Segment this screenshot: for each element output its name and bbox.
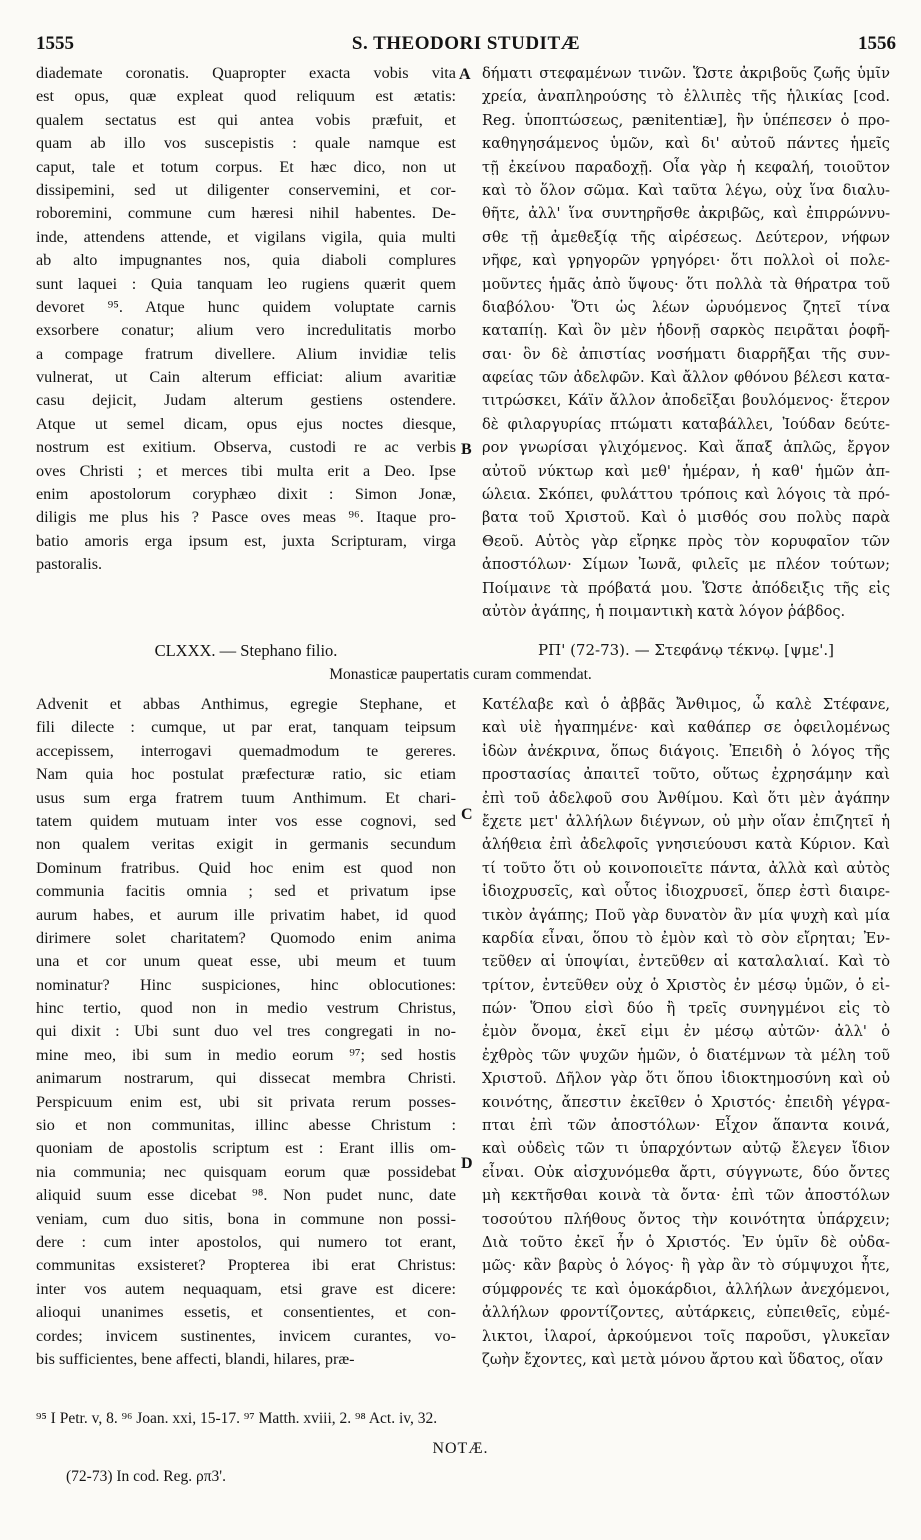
text-line: ώλεια. Σκόπει, φυλάττου τρόποις καὶ λόγοις τὰ πρό-	[482, 486, 890, 504]
text-line: aurum habes, et aurum ille privatim habet, id quod	[36, 905, 456, 924]
text-line: λικτοι, ἱλαροί, ἀρκούμενοι τοῖς παροῦσι, γλυκεῖαν	[482, 1327, 890, 1345]
text-line: τρίτον, ἐντεῦθεν οὐχ ὁ Χριστὸς ἐν μέσῳ ὑμῶν, ὁ εἰ-	[482, 976, 890, 994]
latin-column-bottom	[36, 693, 456, 1371]
text-line: roboremini, commune cum hæresi nihil habentes. De-	[36, 204, 456, 223]
text-line: veniam, cum duo sitis, bona in commune non possi-	[36, 1209, 456, 1228]
text-line: communitas exsisteret? Propterea ibi erat Christus:	[36, 1256, 456, 1275]
text-line: sio et non communitas, illinc abesse Christum :	[36, 1116, 456, 1135]
text-line: τί τοῦτο ὅτι οὐ κοινοποιεῖτε πάντα, ἀλλὰ καὶ αὐτὸς	[482, 859, 890, 877]
text-line: ἐμὸν ὄνομα, ἐκεῖ εἰμι ἐν μέσῳ αὐτῶν· ἀλλ' ὁ	[482, 1023, 890, 1041]
greek-column-bottom	[482, 693, 890, 1371]
text-line: diligis me plus his ? Pasce oves meas ⁹⁶. Itaque pro-	[36, 508, 456, 527]
text-line: ἰδιοχρυσεῖς, καὶ οὗτος ἰδιοχρυσεῖ, ὅπερ ἐστὶ διαιρε-	[482, 883, 890, 901]
text-line: μοῦντες ἡμᾶς ἀπὸ ὕψους· ὅτι πολλὰ τὰ θήρατρα τοῦ	[482, 275, 890, 293]
text-line: ἀλήθεια ἐπὶ ἀδελφοῖς γνησιεύουσι κατὰ Κύριον. Καὶ	[482, 836, 890, 854]
text-line: Perspicuum enim est, ubi sit privata rerum posses-	[36, 1092, 456, 1111]
text-line: Nam quia hoc postulat præfecturæ ratio, sic etiam	[36, 765, 456, 784]
running-header	[36, 33, 896, 63]
text-line: μὴ κεκτῆσθαι κοινὰ τὰ ὄντα· ἐπὶ τῶν ἀποστόλων	[482, 1187, 890, 1205]
text-line: πών· Ὅπου εἰσὶ δύο ἢ τρεῖς συνηγμένοι εἰς τὸ	[482, 1000, 890, 1018]
footnotes: ⁹⁵ I Petr. v, 8. ⁹⁶ Joan. xxi, 15-17. ⁹⁷ Matth. xviii, 2. ⁹⁸ Act. iv, 32.	[36, 1410, 438, 1427]
text-line: dirimere solet charitatem? Quomodo enim anima	[36, 928, 456, 947]
text-line: a compage fratrum divellere. Alium invidiæ telis	[36, 344, 456, 363]
text-line: mine meo, ibi sum in medio eorum ⁹⁷; sed hostis	[36, 1045, 456, 1064]
text-line: caput, tale et totum corpus. Et hæc dico, non ut	[36, 157, 456, 176]
letter-subtitle: Monasticæ paupertatis curam commendat.	[329, 666, 592, 683]
text-line: sunt laquei : Quia tanquam leo rugiens quærit quem	[36, 274, 456, 293]
text-line: Dominum fratribus. Quid hoc enim est quod non	[36, 858, 456, 877]
margin-letter-a: A	[459, 66, 471, 83]
text-line: inter vos autem nequaquam, etsi grave est dicere:	[36, 1279, 456, 1298]
text-line: exsorbere conatur; alium vero incredulitatis morbo	[36, 321, 456, 340]
text-line: βατα τοῦ Χριστοῦ. Καὶ ὁ μισθός σου πολὺς παρὰ	[482, 509, 890, 527]
text-line: σύμφρονές τε καὶ ὁμοκάρδιοι, ἀλλήλων ἀνεχόμενοι,	[482, 1280, 890, 1298]
text-line: Θεοῦ. Αὐτὸς γὰρ εἴρηκε πρὸς τὸν κορυφαῖον τῶν	[482, 532, 890, 550]
text-line: ἐπὶ τοῦ ἀδελφοῦ σου Ἀνθίμου. Καὶ ὅτι μὲν ἀγάπην	[482, 789, 890, 807]
text-line: Advenit et abbas Anthimus, egregie Stephane, et	[36, 695, 456, 713]
text-line: quoniam de apostolis scriptum est : Erant illis om-	[36, 1139, 456, 1158]
text-line: ab alto impugnantes nos, quia diaboli complures	[36, 251, 456, 270]
text-line: dissipemini, sed ut diligenter conservemini, et cor-	[36, 180, 456, 199]
text-line: enim apostolorum coryphæo dixit : Simon Jonæ,	[36, 485, 456, 504]
margin-letter-b: B	[461, 441, 472, 458]
text-line: communia facitis omnia ; sed et privatum ipse	[36, 882, 456, 901]
text-line: τικὸν ἀγάπης; Ποῦ γὰρ δυνατὸν ἂν μία ψυχὴ καὶ μία	[482, 906, 890, 924]
greek-column-top	[482, 62, 890, 623]
text-line: hinc tertio, quod non in medio vestrum Christus,	[36, 999, 456, 1018]
note-text: (72-73) In cod. Reg. ρπ3'.	[66, 1468, 226, 1485]
latin-column-top	[36, 62, 456, 577]
text-line: προστασίας ἀπαιτεῖ τοῦτο, οὕτως ἐχρησάμην καὶ	[482, 766, 890, 784]
text-line: dere : cum inter apostolos, qui numero tot erant,	[36, 1232, 456, 1251]
running-title: S. THEODORI STUDITÆ	[351, 33, 581, 54]
latin-letter-title: CLXXX. — Stephano filio.	[154, 641, 338, 660]
text-line: κοινότης, ἄπεστιν ἐκεῖθεν ὁ Χριστός· ἐπειδὴ γέγρα-	[482, 1093, 890, 1111]
text-line: καταπίῃ. Καὶ ὃν μὲν ἡδονῇ σαρκὸς πειρᾶται ῥοφῆ-	[482, 322, 890, 340]
text-line: τοσούτου πλήθους ὄντος τὴν κοινότητα ὑπάρχειν;	[482, 1210, 890, 1228]
text-line: Atque ut semel dicam, opus ejus noctes diesque,	[36, 414, 456, 433]
text-line: Κατέλαβε καὶ ὁ ἀββᾶς Ἄνθιμος, ὦ καλὲ Στέφανε,	[482, 696, 890, 713]
greek-letter-title: ΡΠ' (72-73). — Στεφάνῳ τέκνῳ. [ψμε'.]	[538, 641, 834, 659]
page-number-left: 1555	[36, 33, 74, 54]
text-line: Χριστοῦ. Δῆλον γὰρ ὅτι ὅπου ἰδιοκτημοσύνη καὶ οὐ	[482, 1070, 890, 1088]
text-line: fili dilecte : cumque, ut par erat, tanquam teipsum	[36, 718, 456, 737]
text-line: Ποίμαινε τὰ πρόβατά μου. Ὥστε ἀπόδειξις τῆς εἰς	[482, 579, 890, 597]
text-line: nostrum est exitium. Observa, custodi re ac verbis	[36, 438, 456, 457]
text-line: casu dejicit, Judam alterum gestiens ostendere.	[36, 391, 456, 410]
text-line: αὐτὸν ἀγάπης, ἡ ποιμαντικὴ κατὰ λόγον ῥάβδος.	[482, 602, 846, 620]
text-line: aliquid suum esse dicebat ⁹⁸. Non pudet nunc, date	[36, 1186, 456, 1205]
text-line: τιτρώσκει, Κάϊν ἄλλον ἀποδεῖξαι βουλόμενος· ἕτερον	[482, 392, 890, 410]
text-line: devoret ⁹⁵. Atque hunc quidem voluptate carnis	[36, 297, 456, 316]
text-line: pastoralis.	[36, 555, 103, 574]
text-line: oves Christi ; et merces tibi multa erit a Deo. Ipse	[36, 461, 456, 480]
text-line: αὐτοῦ νύκτωρ καὶ μεθ' ἡμέραν, ἡ καθ' ἡμῶν ἀπ-	[482, 462, 890, 480]
text-line: δήματι στεφαμένων τινῶν. Ὥστε ἀκριβοῦς ζωῆς ὑμῖν	[482, 65, 890, 82]
text-line: animarum nostrarum, qui dissecat membra Christi.	[36, 1069, 456, 1088]
text-line: accepissem, interrogavi quemadmodum te gereres.	[36, 741, 456, 760]
text-line: est opus, quæ expleat quod reliquum est ætatis:	[36, 87, 456, 106]
notae-heading: NOTÆ.	[432, 1440, 489, 1457]
text-line: καὶ τὸ ὅλον σῶμα. Καὶ ταῦτα λέγω, οὐχ ἵνα διαλυ-	[482, 181, 890, 199]
margin-letter-c: C	[461, 806, 473, 823]
text-line: νῆφε, καὶ γρηγορῶν γρηγόρει· ὅτι πολλοὶ οἱ πολε-	[482, 252, 890, 270]
text-line: diademate coronatis. Quapropter exacta vobis vita	[36, 64, 456, 82]
margin-letter-d: D	[461, 1155, 473, 1172]
text-line: nominatur? Hinc suspiciones, hinc oblocutiones:	[36, 975, 456, 994]
text-line: qui dixit : Ubi sunt duo vel tres congregati in no-	[36, 1022, 456, 1041]
text-line: εἶναι. Οὐκ αἰσχυνόμεθα ἄρτι, σύγγνωτε, δύο ὄντες	[482, 1163, 890, 1181]
text-line: χρεία, ἀναπληρούσης τὸ ἐλλιπὲς τῆς ἡλικίας [cod.	[482, 88, 890, 106]
text-line: Διὰ τοῦτο ἐκεῖ ἦν ὁ Χριστός. Ἐν ὑμῖν δὲ οὐδα-	[482, 1233, 890, 1251]
text-line: καρδία εἶναι, ὅπου τὸ ἐμὸν καὶ τὸ σὸν εἴρηται; Ἐν-	[482, 929, 890, 947]
text-line: δὲ φιλαργυρίας πτώματι καταβάλλει, Ἰούδαν δεύτε-	[482, 415, 890, 433]
text-line: καὶ υἱὲ ἠγαπημένε· καὶ καθάπερ σε ὀφειλομένως	[482, 719, 890, 737]
text-line: ἀποστόλων· Σίμων Ἰωνᾶ, φιλεῖς με πλέον τούτων;	[482, 556, 890, 574]
text-line: usus sum erga fratrem tuum Anthimum. Et chari-	[36, 788, 456, 807]
text-line: ἀλλήλων φροντίζοντες, αὐτάρκεις, εὐπειθεῖς, εὐμέ-	[482, 1304, 890, 1322]
text-line: σθε τῇ ἀμεθεξίᾳ τῆς αἱρέσεως. Δεύτερον, νήφων	[482, 228, 890, 246]
text-line: τεῦθεν αἱ ὑποψίαι, ἐντεῦθεν αἱ καταλαλιαί. Καὶ τὸ	[482, 953, 890, 971]
text-line: ἔχετε μετ' ἀλλήλων διέγνων, οὐ μὴν οἵαν ἐπιζητεῖ ἡ	[482, 812, 890, 830]
text-line: tatem quidem mutuam inter vos esse cognovi, sed	[36, 811, 456, 830]
text-line: nia communia; nec quisquam eorum quæ possidebat	[36, 1162, 456, 1181]
page-number-right: 1556	[858, 33, 896, 54]
text-line: τῇ ἐκείνου παραδοχῇ. Οἷα γὰρ ἡ κεφαλή, τοιοῦτον	[482, 158, 890, 176]
text-line: ζωὴν ἔχοντες, καὶ μετὰ μόνου ἄρτου καὶ ὕδατος, οἵαν	[482, 1350, 884, 1368]
text-line: batio amoris erga ipsum est, juxta Scripturam, virga	[36, 531, 456, 550]
text-line: Reg. ὑποπτώσεως, pænitentiæ], ἣν ὑπέπεσεν ὁ προ-	[482, 111, 890, 129]
text-line: αφείας τῶν ἀδελφῶν. Καὶ ἄλλον φθόνου βέλεσι κατα-	[482, 369, 890, 387]
text-line: ρον γνωρίσαι γλιχόμενος. Καὶ ἅπαξ ἁπλῶς, ἔργον	[482, 439, 890, 457]
text-line: qualem sectatus est qui antea vobis præfuit, et	[36, 110, 456, 129]
text-line: cordes; invicem sustinentes, invicem curantes, vo-	[36, 1326, 456, 1345]
text-line: ἐχθρὸς τῶν ψυχῶν ἡμῶν, ὁ διατέμνων τὰ μέλη τοῦ	[482, 1046, 890, 1064]
text-line: μῶς· κἂν βαρὺς ὁ λόγος· ἢ γὰρ ἂν τὸ σύμψυχοι ἦτε,	[482, 1257, 890, 1275]
text-line: καὶ οὐδεὶς τῶν τι ὑπαρχόντων αὐτῷ ἔλεγεν ἴδιον	[482, 1140, 890, 1158]
text-line: vulnerat, ut Cain alterum efficiat: alium avaritiæ	[36, 368, 456, 387]
text-line: ἰδὼν ἀνέκρινα, ὅπως διάγοις. Ἐπειδὴ ὁ λόγος τῆς	[482, 742, 890, 760]
text-line: non qualem veritas exigit in germanis secundum	[36, 835, 456, 854]
text-line: πται ἐπὶ τῶν ἀποστόλων· Εἶχον ἅπαντα κοινά,	[482, 1117, 890, 1135]
text-line: bis sufficientes, bene affecti, blandi, hilares, præ-	[36, 1349, 355, 1368]
text-line: alioqui unanimes essetis, et consentientes, et con-	[36, 1303, 456, 1322]
text-line: inde, attendens attende, et vigilans vigila, quia multi	[36, 227, 456, 246]
text-line: una et cor unum queat esse, ubi meum et tuum	[36, 952, 456, 971]
text-line: quam ab illo vos suscepistis : quale namque est	[36, 134, 456, 153]
text-line: θῆτε, ἀλλ' ἵνα συντηρῆσθε ἀκριβῶς, καὶ ἐπιρρώννυ-	[482, 205, 890, 223]
text-line: διαβόλου· Ὅτι ὡς λέων ὠρυόμενος ζητεῖ τίνα	[482, 298, 890, 316]
text-line: καθηγησάμενος ὑμῶν, καὶ δι' αὐτοῦ πάντες ἡμεῖς	[482, 135, 890, 153]
text-line: σαι· ὃν δὲ ἀπιστίας νοσήματι διαρρῆξαι τῆς συν-	[482, 345, 890, 363]
